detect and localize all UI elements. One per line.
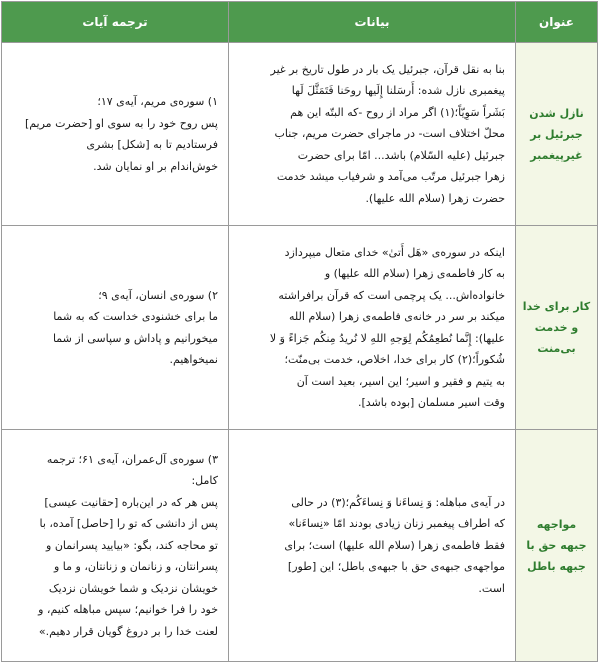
translation-line: پس هر که در این‌باره [حقانیت عیسی] [44,495,218,509]
translation-line: ما برای خشنودی خداست که به شما [53,310,218,323]
row-translation [2,43,229,226]
row-title-line: غیرپیغمبر [530,148,583,162]
explanation-line: فقط فاطمه‌ی زهرا (سلام الله علیها) است؛ برای [284,538,505,552]
explanation-line: به کار فاطمه‌ی زهرا (سلام الله علیها) و [324,267,505,280]
row-title-line: حق با جبهه [526,539,586,573]
row-explanation [229,226,516,430]
row-title [516,430,598,662]
table-row [2,430,598,662]
explanation-line: بَشَراً سَوِیّاً؛(۱) اگر مراد از روح -که البتّه این هم [290,105,505,119]
explanation-line: در آیه‌ی مباهله: وَ نِساءَنا وَ نِساءَکُم؛(۳) در حالی [291,495,505,509]
row-explanation [229,430,516,662]
translation-line: پسرانتان، و زنانمان و زنانتان، و ما و [54,560,218,574]
translation-line: ۱) سوره‌ی مریم، آیه‌ی ۱۷؛ [97,95,218,108]
translation-line: نمیخواهیم. [169,353,218,366]
explanation-line: میکند بر سر در خانه‌ی فاطمه‌ی زهرا (سلام الله [289,310,505,323]
explanation-line: اینکه در سوره‌ی «هَل أَتیٰ» خدای متعال میپردازد [284,245,505,259]
row-title-line: نازل شدن [529,106,584,120]
explanation-line: علیها): إِنَّما نُطعِمُکُم لِوَجهِ اللهِ لا نُریدُ مِنکُم جَزاءً وَ لا [269,331,505,345]
row-translation [2,226,229,430]
header-row [2,2,598,43]
translation-line: کامل: [191,474,218,488]
translation-line: خود را فرا خوانیم؛ سپس مباهله کنیم، و [38,603,218,617]
row-title-line: مواجهه جبهه [536,518,587,552]
explanation-line: مواجهه‌ی جبهه‌ی حق با جبهه‌ی باطل؛ این [طور] [287,560,505,574]
translation-line: ۲) سوره‌ی انسان، آیه‌ی ۹؛ [98,288,218,302]
explanation-line: شُکوراً؛(۲) کار برای خدا، اخلاص، خدمت بی‌منّت؛ [284,353,505,366]
explanation-line: زهرا جبرئیل مرتّب می‌آمد و شرفیاب میشد خدمت [276,170,505,184]
translation-line: میخورانیم و پاداش و سپاسی از شما [52,331,218,345]
translation-line: پس روح خود را به سوی او [حضرت مریم] [24,116,218,130]
translation-line: فرستادیم تا به [شکل] بشری [86,138,218,151]
row-title-line: کار برای خدا و [522,300,591,334]
explanation-line: جبرئیل (علیه السّلام) باشد... امّا برای حضرت [297,148,505,162]
row-title-line: جبرئیل بر [530,127,583,141]
translation-line: خویشان نزدیک و شما خویشان نزدیک [48,581,218,595]
header-explanation: بیانات [229,2,516,43]
translation-line: خوش‌اندام بر او نمایان شد. [93,159,218,173]
translation-line: ۳) سوره‌ی آل‌عمران، آیه‌ی ۶۱؛ ترجمه [46,452,218,466]
row-title [516,226,598,430]
row-translation [2,430,229,662]
explanation-line: وقت اسیر مسلمان [بوده باشد]. [357,396,505,409]
explanation-line: که اطراف پیغمبر زنان زیادی بودند امّا «نِساءَنا» [288,517,505,531]
row-title-line: خدمت بی‌منت [534,321,576,355]
header-title: عنوان [516,2,598,43]
row-title-line: باطل [527,560,556,573]
row-explanation [229,43,516,226]
translation-line: پس از دانشی که تو را [حاصل] آمده، با [39,517,218,531]
content-table [1,1,598,662]
explanation-line: پیغمبری نازل شده: أَرسَلنا إِلَیها روحَنا فَتَمَثَّلَ لَها [291,84,505,98]
explanation-line: بنا به نقل قرآن، جبرئیل یک بار در طول تاریخ بر غیر [270,62,505,76]
explanation-line: حضرت زهرا (سلام الله علیها). [365,191,505,205]
explanation-line: خانواده‌اش... یک پرچمی است که قرآن برافراشته [278,288,505,302]
explanation-line: محلّ اختلاف است- در ماجرای حضرت مریم، جناب [274,127,505,141]
translation-line: تو محاجه کند، بگو: «بیایید پسرانمان و [46,538,218,552]
table-row [2,226,598,430]
row-title [516,43,598,226]
header-translation: ترجمه آیات [2,2,229,43]
table-row [2,43,598,226]
explanation-line: است. [478,581,505,595]
translation-line: لعنت خدا را بر دروغ گویان قرار دهیم.» [38,624,218,638]
explanation-line: به یتیم و فقیر و اسیر؛ این اسیر، بعید است آن [296,374,505,388]
